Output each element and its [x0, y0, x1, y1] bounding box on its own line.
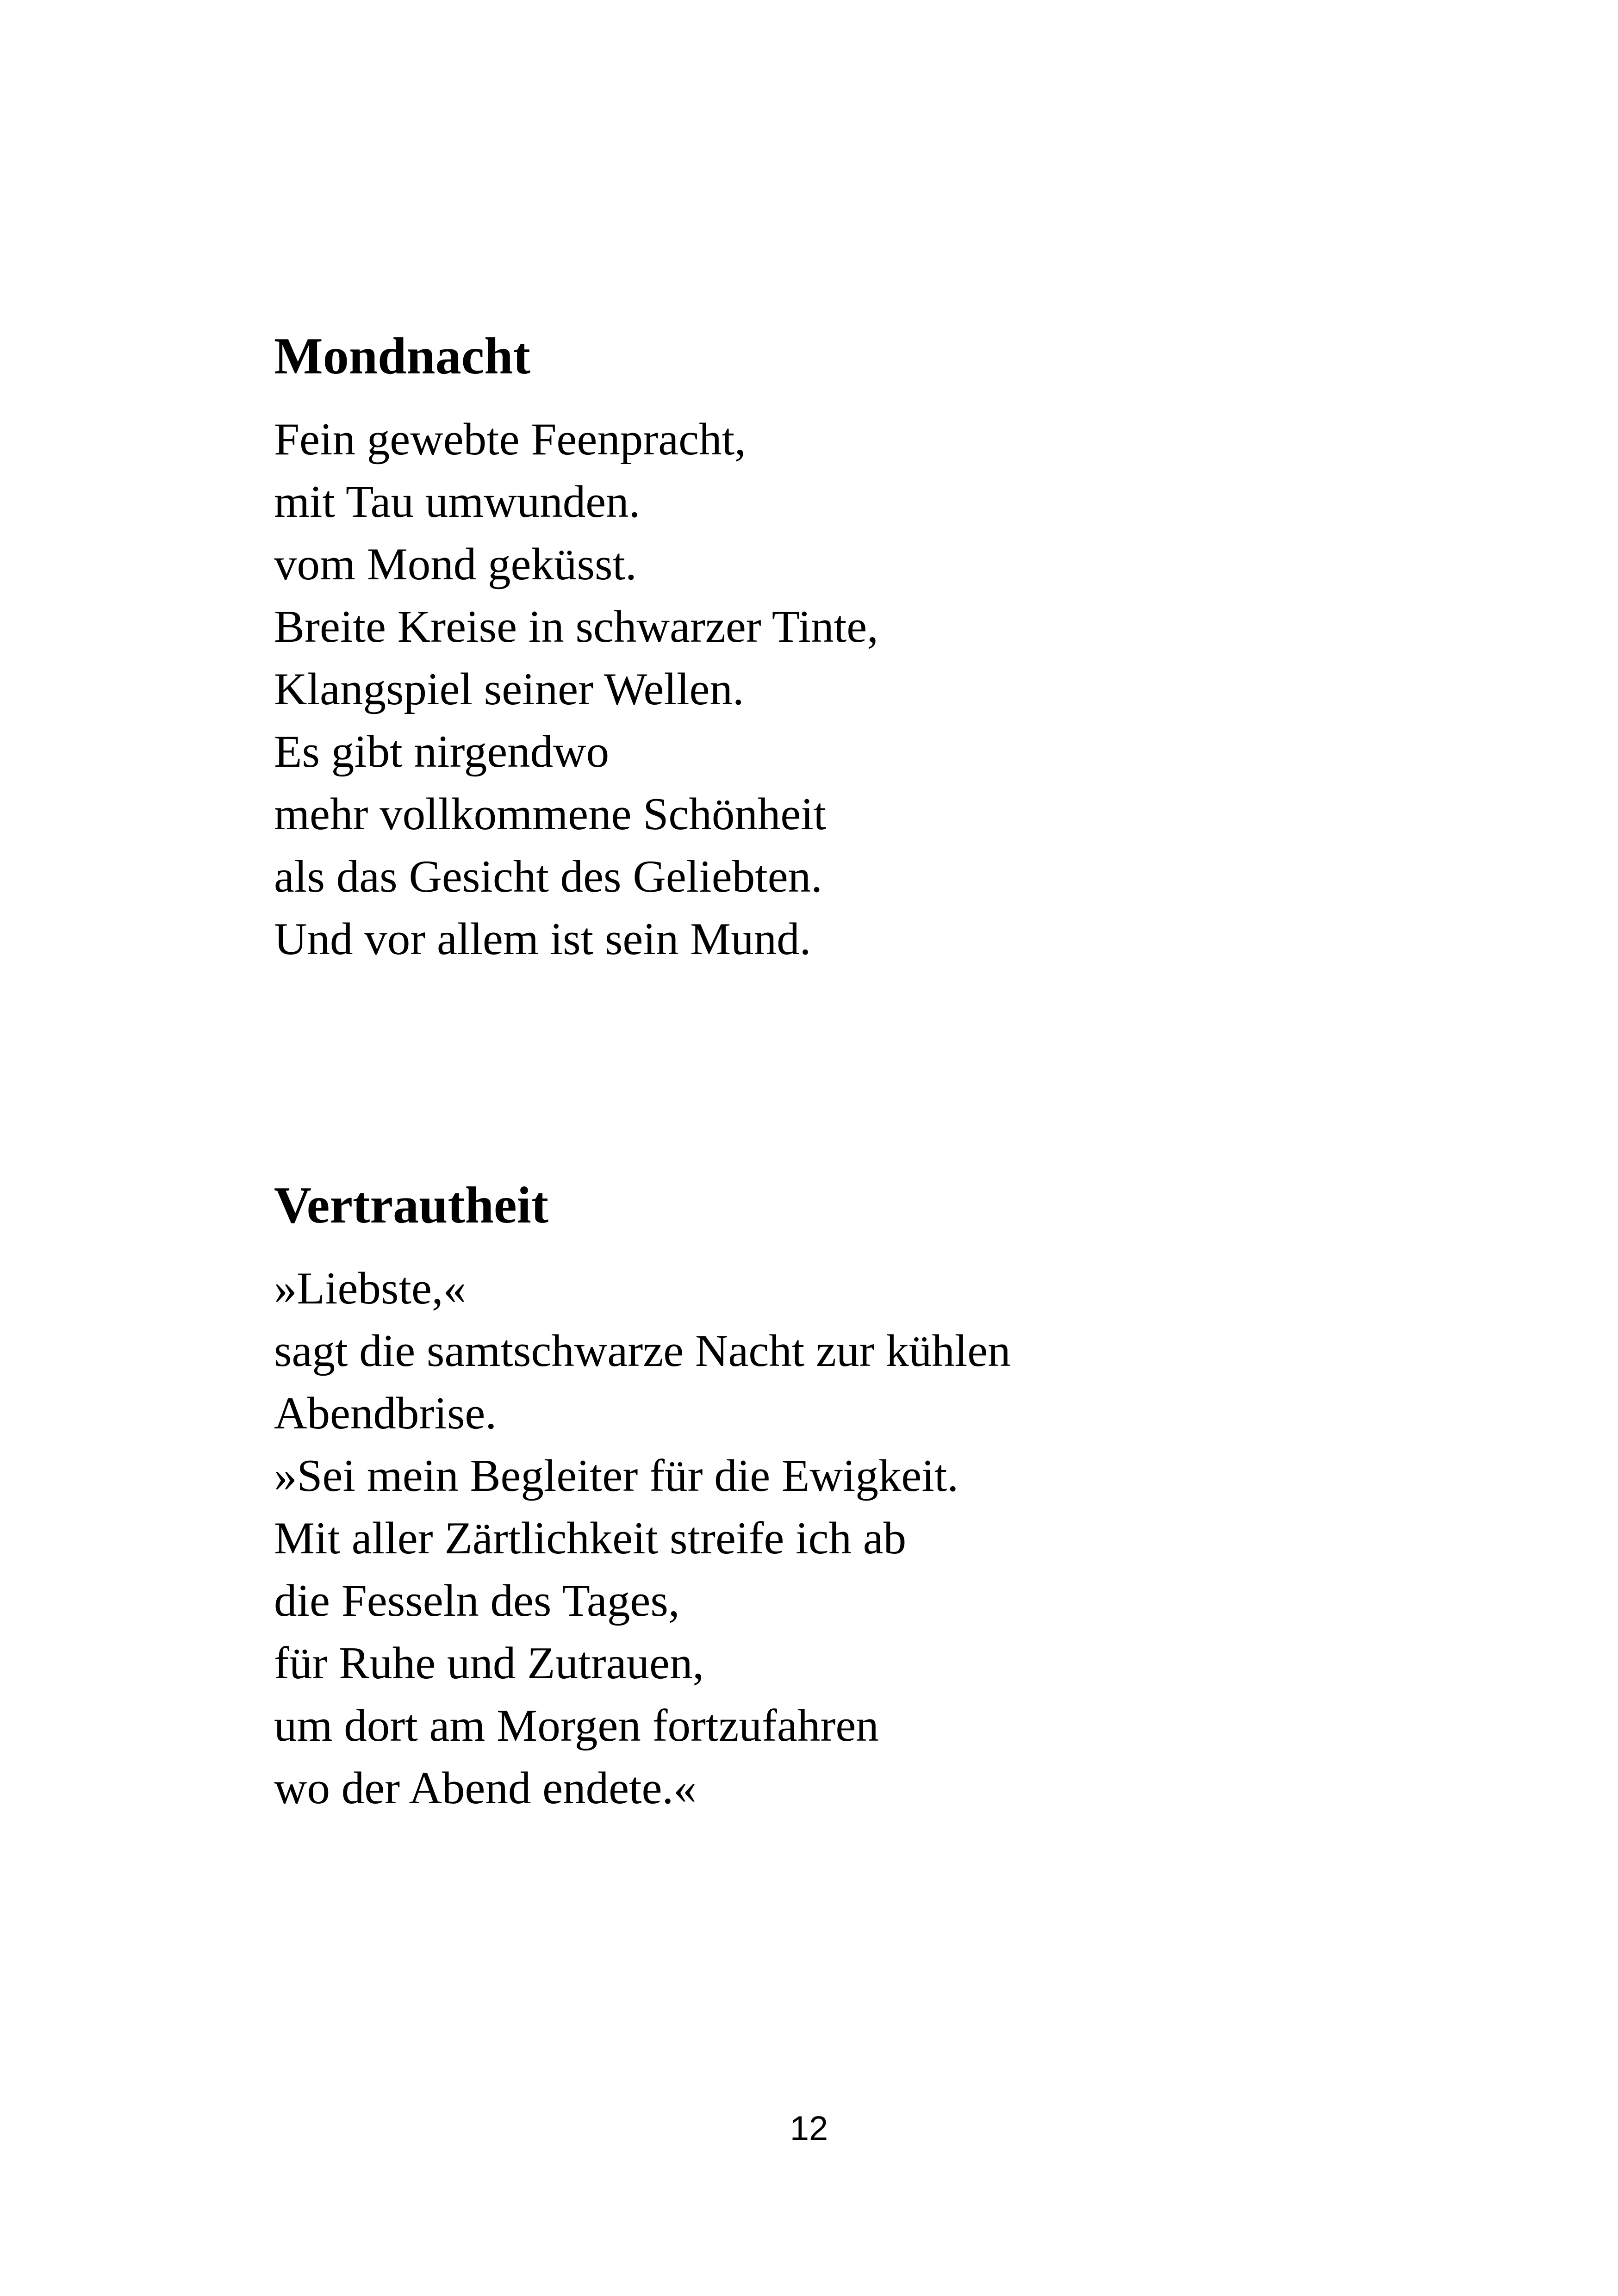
page-number: 12 [790, 2109, 828, 2147]
poem-title: Mondnacht [274, 328, 530, 385]
poem-line: die Fesseln des Tages, [274, 1576, 680, 1626]
poem-line: sagt die samtschwarze Nacht zur kühlen [274, 1326, 1011, 1376]
poem-line: Breite Kreise in schwarzer Tinte, [274, 602, 878, 652]
poem-line: Klangspiel seiner Wellen. [274, 664, 744, 714]
poem-line: wo der Abend endete.« [274, 1763, 697, 1813]
poem-line: Und vor allem ist sein Mund. [274, 914, 811, 964]
poem-line: um dort am Morgen fortzufahren [274, 1700, 879, 1751]
poem-body [274, 408, 1524, 970]
poem-line: vom Mond geküsst. [274, 539, 637, 590]
poem-line: Abendbrise. [274, 1388, 497, 1439]
poem-line: Mit aller Zärtlichkeit streife ich ab [274, 1513, 907, 1564]
poem-vertrautheit [274, 1173, 1524, 1819]
poem-body [274, 1257, 1524, 1819]
poem-title: Vertrautheit [274, 1177, 549, 1234]
poem-line: als das Gesicht des Geliebten. [274, 851, 822, 902]
poem-line: Fein gewebte Feenpracht, [274, 414, 746, 465]
poem-line: »Sei mein Begleiter für die Ewigkeit. [274, 1451, 959, 1501]
poem-line: für Ruhe und Zutrauen, [274, 1638, 704, 1688]
poem-line: »Liebste,« [274, 1263, 467, 1314]
poem-line: mehr vollkommene Schönheit [274, 789, 827, 839]
poem-line: Es gibt nirgendwo [274, 726, 610, 777]
poem-mondnacht [274, 324, 1524, 970]
poem-line: mit Tau umwunden. [274, 477, 641, 527]
